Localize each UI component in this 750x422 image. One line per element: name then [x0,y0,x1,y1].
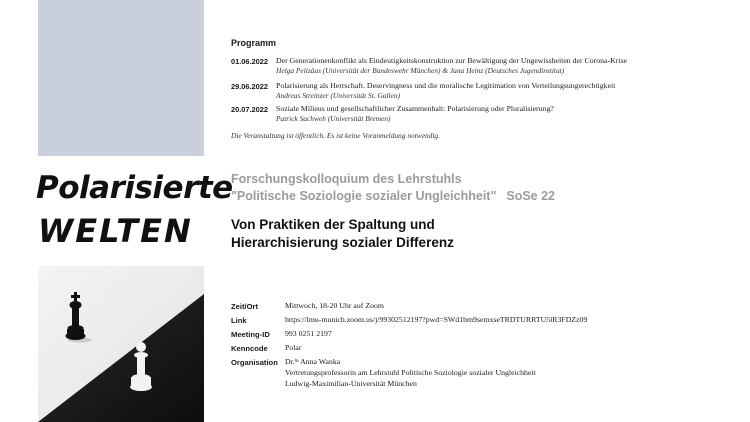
detail-label-passcode: Kenncode [231,344,268,353]
program-heading: Programm [231,38,277,48]
event-title: Soziale Milieus und gesellschaftlicher Zusammenhalt: Polarisierung oder Pluralisierung? [276,104,554,113]
chair-name [231,189,555,203]
event-date: 01.06.2022 [231,57,268,66]
passcode-value: Polar [285,343,302,352]
meeting-id-value: 993 0251 2197 [285,329,332,338]
event-speakers: Helga Pelizäus (Universität der Bundeswehr München) & Jana Heinz (Deutsches Jugendinstitut) [276,66,565,75]
decorative-block [38,0,204,156]
detail-label-link: Link [231,316,247,325]
detail-label-organisation: Organisation [231,358,278,367]
chair-name-text: "Politische Soziologie sozialer Ungleichheit" [231,189,497,203]
zoom-link[interactable]: https://lmu-munich.zoom.us/j/99302512197?pwd=SWd1bm9semxseTRDTURRTU5lR3FDZz09 [285,315,588,324]
series-subtitle-line2: Hierarchisierung sozialer Differenz [231,235,454,250]
series-subtitle-line1: Von Praktiken der Spaltung und [231,217,435,232]
semester-label: SoSe 22 [506,189,556,203]
event-speakers: Andreas Streinzer (Universität St. Gallen) [276,91,401,100]
organiser-role: Vertretungsprofessorin am Lehrstuhl Politische Soziologie sozialer Ungleichheit [285,368,536,377]
detail-label-time: Zeit/Ort [231,302,259,311]
poster-title-line2: WELTEN [38,212,193,250]
event-date: 20.07.2022 [231,105,268,114]
event-title: Polarisierung als Herrschaft. Deservingness und die moralische Legitimation von Verteilungsungerechtigkeit [276,81,616,90]
organiser-name: Dr.ⁱⁿ Anna Wanka [285,357,341,366]
event-date: 29.06.2022 [231,82,268,91]
colloquium-title: Forschungskolloquium des Lehrstuhls [231,172,462,186]
public-event-note: Die Veranstaltung ist öffentlich. Es ist keine Voranmeldung notwendig. [231,131,440,140]
detail-label-meeting-id: Meeting-ID [231,330,270,339]
event-title: Der Generationenkonflikt als Eindeutigkeitskonstruktion zur Bewältigung der Ungewissheiten der Corona-Krise [276,56,627,65]
poster-title-line1: Polarisierte [36,170,233,206]
chess-pieces-image [38,266,204,422]
organiser-university: Ludwig-Maximilian-Universität München [285,379,417,388]
event-speakers: Patrick Sachweh (Universität Bremen) [276,114,391,123]
detail-value-time: Mittwoch, 18-20 Uhr auf Zoom [285,301,384,310]
